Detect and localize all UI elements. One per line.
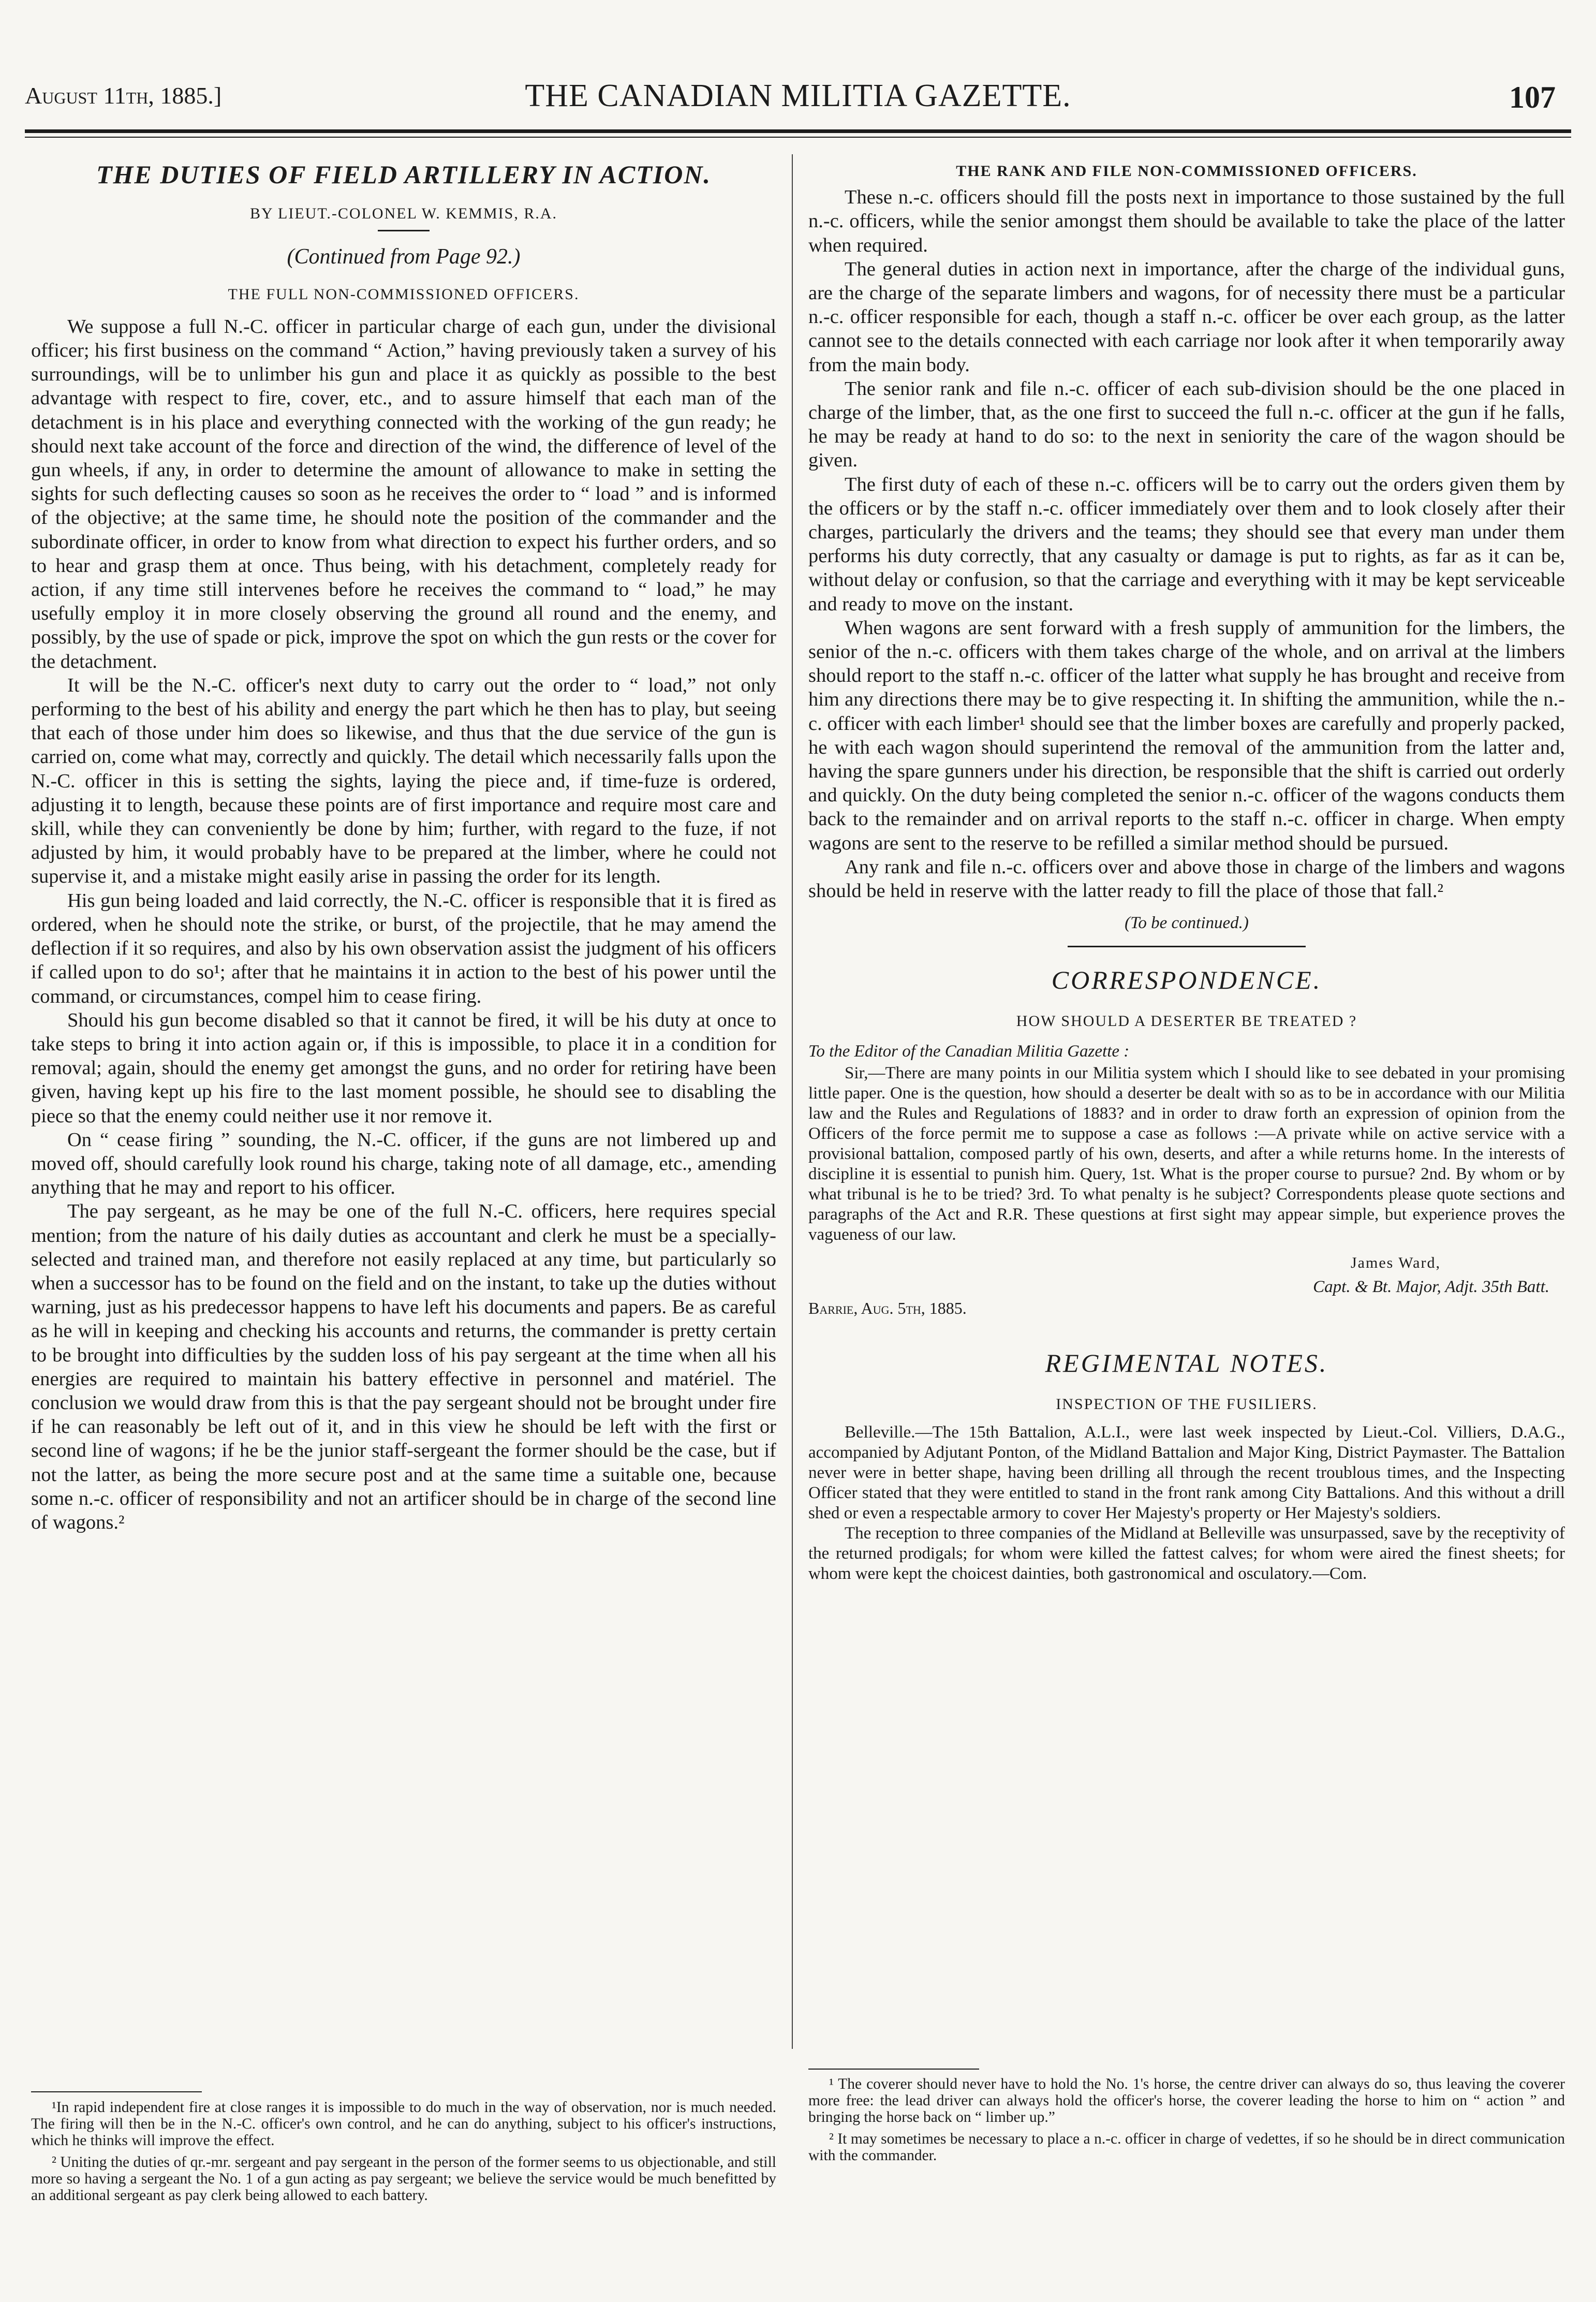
article-paragraph: These n.-c. officers should fill the posts next in importance to those sustained by the full n.-c. officers, while the senior amongst them should be available to take the place of the latter when required.: [808, 186, 1565, 256]
article-paragraph: His gun being loaded and laid correctly, the N.-C. officer is responsible that it is fired as ordered, when he should note the strike, or burst, of the projectile, that he may amend the deflection if it so requires, and also by his own observation assist the judgment of his officers if called upon to do so¹; after that he maintains it in action to the best of his power until the command, or circumstances, compel him to cease firing.: [31, 889, 776, 1007]
newspaper-title: THE CANADIAN MILITIA GAZETTE.: [525, 78, 1071, 113]
correspondence-heading: CORRESPONDENCE.: [1051, 965, 1322, 994]
footnote: ¹In rapid independent fire at close ranges it is impossible to do much in the way of observation, nor is much needed. The firing will then be in the N.-C. officer's own control, and he can do anything, subject to his officer's instructions, which he thinks will improve the effect.: [31, 2099, 776, 2149]
section-heading-rank-file-nco: THE RANK AND FILE NON-COMMISSIONED OFFICERS.: [956, 163, 1417, 180]
letter-body: Sir,—There are many points in our Militia system which I should like to see debated in your promising little paper. One is the question, how should a deserter be dealt with so as to be in accordance with our Militia law and the Rules and Regulations of 1883? and in order to draw forth an expression of opinion from the Officers of the force permit me to suppose a case as follows :—A private while on active service with a provisional battalion, composed partly of his own, deserts, and after a while returns home. In the interests of discipline it is essential to punish him. Query, 1st. What is the proper course to pursue? 2nd. By whom or by what tribunal is he to be tried? 3rd. To what penalty is he subject? Correspondents please quote sections and paragraphs of the Act and R.R. These questions at first sight may appear simple, but experience proves the vagueness of our law.: [808, 1064, 1565, 1244]
article-paragraph: The general duties in action next in importance, after the charge of the individual guns, are the charge of the separate limbers and wagons, for of necessity there must be a particular n.-c. officer responsible for each, though a staff n.-c. officer be over each group, as the latter cannot see to the details connected with each carriage nor look after it when temporarily away from the main body.: [808, 258, 1565, 376]
letter-signature-rank: Capt. & Bt. Major, Adjt. 35th Batt.: [1313, 1278, 1549, 1297]
regimental-subheading: INSPECTION OF THE FUSILIERS.: [1056, 1395, 1318, 1413]
article-paragraph: It will be the N.-C. officer's next duty to carry out the order to “ load,” not only performing to the best of his ability and energy the part which he then has to play, but seeing that each of those under him does so likewise, and thus that the due service of the gun is carried on, come what may, correctly and quickly. The detail which necessarily falls upon the N.-C. officer in this is setting the sights, laying the piece and, if time-fuze is ordered, adjusting it to length, because these points are of first importance and require most care and skill, while they can conveniently be done by him; further, with regard to the fuze, if not adjusted by him, it would probably have to be prepared at the limber, where he could not supervise it, and a mistake might easily arise in passing the order for its length.: [31, 674, 776, 888]
regimental-paragraph: Belleville.—The 15th Battalion, A.L.I., were last week inspected by Lieut.-Col. Villiers, D.A.G., accompanied by Adjutant Ponton, of the Midland Battalion and Major King, District Paymaster. The Battalion never were in better shape, having been drilling all through the recent troublous times, and the Inspecting Officer stated that they were entitled to stand in the front rank among City Battalions. And this without a drill shed or even a respectable armory to cover Her Majesty's property or Her Majesty's soldiers.: [808, 1423, 1565, 1523]
article-paragraph: The pay sergeant, as he may be one of the full N.-C. officers, here requires special mention; from the nature of his daily duties as accountant and clerk he must be a specially-selected and trained man, and therefore not easily replaced at any time, but particularly so when a successor has to be found on the field and on the instant, to take up the duties without warning, just as his predecessor happens to have left his documents and papers. Be as careful as he will in keeping and checking his accounts and returns, the commander is pretty certain to be brought into difficulties by the sudden loss of his pay sergeant at the time when all his energies are required to maintain his battery effective in personnel and matériel. The conclusion we would draw from this is that the pay sergeant should not be brought under fire if he can reasonably be left out of it, and in this view he should be left with the first or second line of wagons; if he be the junior staff-sergeant the former should be the case, but if not the latter, as being the more secure post and at the same time a suitable one, because some n.-c. officer of responsibility and not an artificer should be in charge of the second line of wagons.²: [31, 1200, 776, 1533]
masthead: [25, 78, 1571, 114]
byline-rule: [378, 230, 430, 231]
masthead-rule-thin: [25, 137, 1571, 138]
footnote: ¹ The coverer should never have to hold the No. 1's horse, the centre driver can always do so, thus leaving the coverer more free: the lead driver can always hold the officer's horse, the coverer leading the horse to him on “ action ” and bringing the horse back on “ limber up.”: [808, 2076, 1565, 2125]
article-byline: BY LIEUT.-COLONEL W. KEMMIS, R.A.: [249, 205, 558, 223]
footnote-rule-left: [31, 2091, 202, 2092]
article-paragraph: Any rank and file n.-c. officers over and above those in charge of the limbers and wagons should be held in reserve with the latter ready to fill the place of those that fall.²: [808, 856, 1565, 902]
masthead-rule-thick: [25, 129, 1571, 133]
continued-note: (Continued from Page 92.): [287, 245, 521, 269]
article-paragraph: We suppose a full N.-C. officer in particular charge of each gun, under the divisional officer; his first business on the command “ Action,” having previously taken a survey of his surroundings, will be to unlimber his gun and place it as quickly as possible to the best advantage with respect to fire, cover, etc., and to assure himself that each man of the detachment is in his place and everything connected with the working of the gun ready; he should next take account of the force and direction of the wind, the difference of level of the gun wheels, if any, in order to determine the amount of allowance to make in setting the sights for such deflecting causes so soon as he receives the order to “ load ” and is informed of the objective; at the same time, he should note the position of the commander and the subordinate officer, in order to know from what direction to expect his further orders, and so to hear and grasp them at once. Thus being, with his detachment, completely ready for action, if any time still intervenes before he receives the command to “ load,” he may usefully employ it in more closely observing the ground all round and the enemy, and possibly, by the use of spade or pick, improve the spot on which the gun rests or the cover for the detachment.: [31, 315, 776, 672]
article-paragraph: Should his gun become disabled so that it cannot be fired, it will be his duty at once to take steps to bring it into action again or, if this is impossible, to place it in a condition for removal; again, should the enemy get amongst the guns, and no order for retiring have been given, having kept up his fire to the last moment possible, he should see to disabling the piece so that the enemy could neither use it nor remove it.: [31, 1009, 776, 1127]
article-title: THE DUTIES OF FIELD ARTILLERY IN ACTION.: [96, 160, 712, 189]
right-column: [808, 159, 1565, 1992]
article-paragraph: The first duty of each of these n.-c. officers will be to carry out the orders given them by the officers or by the staff n.-c. officer immediately over them and to look closely after their charges, particularly the drivers and the teams; they should see that every man under them performs his duty correctly, that any casualty or damage is put to rights, as far as it can be, without delay or confusion, so that the carriage and everything with it may be kept serviceable and ready to move on the instant.: [808, 473, 1565, 615]
letter-subheading: HOW SHOULD A DESERTER BE TREATED ?: [1016, 1012, 1357, 1030]
article-paragraph: When wagons are sent forward with a fresh supply of ammunition for the limbers, the senior of the n.-c. officers with them takes charge of the whole, and on arrival at the limbers should report to the staff n.-c. officer of the latter what supply he has brought and receive from him any directions there may be to give respecting it. In shifting the ammunition, while the n.-c. officer with each limber¹ should see that the limber boxes are carefully and properly packed, he with each wagon should superintend the removal of the ammunition from the latter and, having the spare gunners under his direction, be responsible that the shift is carried out orderly and quickly. On the duty being completed the senior n.-c. officer of the wagons conducts them back to the remainder and on arrival reports to the staff n.-c. officer in charge. When empty wagons are sent to the reserve to be refilled a similar method should be pursued.: [808, 617, 1565, 854]
footnote: ² It may sometimes be necessary to place a n.-c. officer in charge of vedettes, if so he should be in direct communication with the commander.: [808, 2131, 1565, 2164]
left-column: [31, 159, 776, 2023]
article-paragraph: The senior rank and file n.-c. officer of each sub-division should be the one placed in charge of the limber, that, as the one first to succeed the full n.-c. officer at the gun if he falls, he may be ready at hand to do so: to the next in seniority the care of the wagon should be given.: [808, 377, 1565, 472]
footnotes-left: [31, 2099, 776, 2285]
footnotes-right: [808, 2076, 1565, 2283]
regimental-paragraph: The reception to three companies of the Midland at Belleville was unsurpassed, save by the receptivity of the returned prodigals; for whom were killed the fattest calves; for whom were aired the finest sheets; for whom were kept the choicest dainties, both gastronomical and osculatory.—Com.: [808, 1524, 1565, 1583]
regimental-notes-heading: REGIMENTAL NOTES.: [1045, 1348, 1328, 1377]
to-be-continued: (To be continued.): [1125, 914, 1249, 933]
article-paragraph: On “ cease firing ” sounding, the N.-C. officer, if the guns are not limbered up and moved off, should carefully look round his charge, taking note of all damage, etc., amending anything that he may and report to his officer.: [31, 1128, 776, 1199]
page-number: 107: [1509, 80, 1556, 114]
footnote: ² Uniting the duties of qr.-mr. sergeant and pay sergeant in the person of the former seems to us objectionable, and still more so having a sergeant the No. 1 of a gun acting as pay sergeant; we believe the service would be much benefitted by an additional sergeant as pay clerk being allowed to each battery.: [31, 2154, 776, 2204]
section-heading-full-nco: THE FULL NON-COMMISSIONED OFFICERS.: [228, 285, 580, 303]
letter-dateline: Barrie, Aug. 5th, 1885.: [808, 1298, 967, 1317]
footnote-rule-right: [808, 2069, 979, 2070]
letter-signature: James Ward,: [1351, 1254, 1441, 1272]
section-divider: [1068, 946, 1306, 947]
letter-salutation: To the Editor of the Canadian Militia Gazette :: [808, 1042, 1130, 1061]
issue-date: August 11th, 1885.]: [25, 82, 222, 109]
